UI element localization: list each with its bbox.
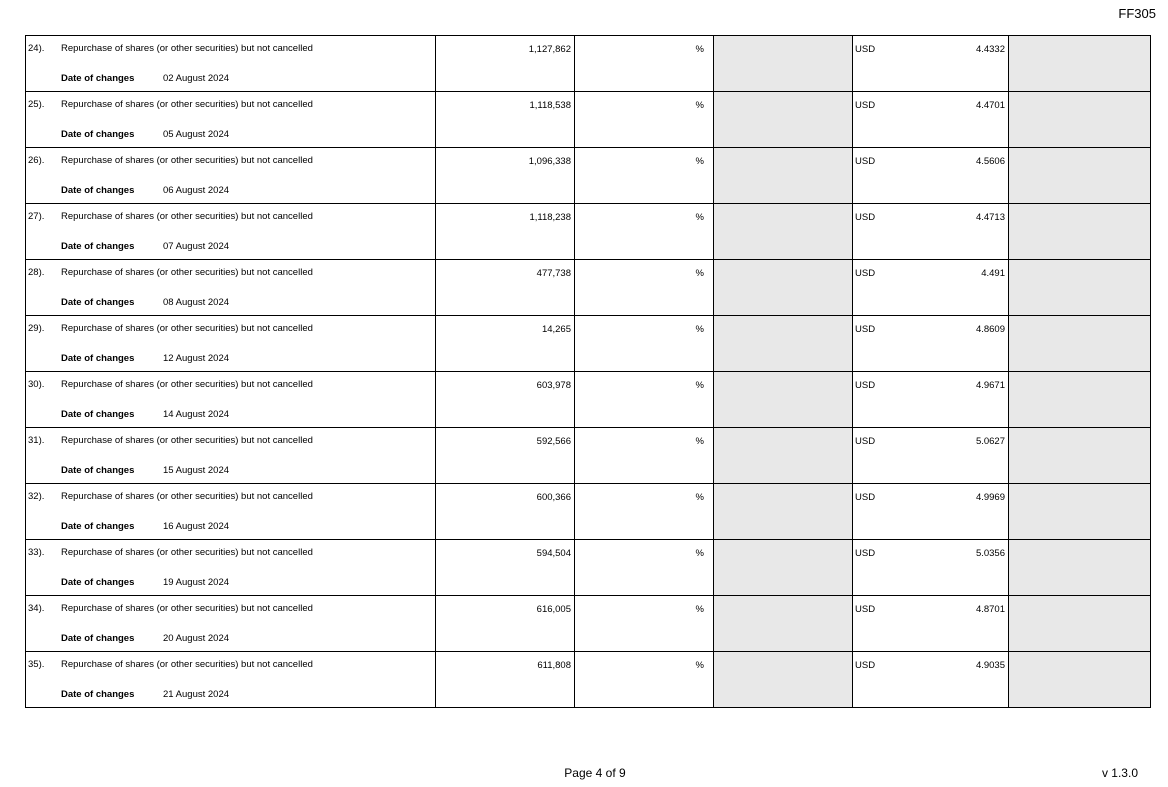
currency-code: USD xyxy=(855,604,876,615)
transaction-row xyxy=(26,484,1151,540)
description-cell xyxy=(26,652,436,708)
percent-cell: % xyxy=(575,92,714,148)
currency-code: USD xyxy=(855,548,876,559)
row-number: 31). xyxy=(28,435,45,446)
transaction-row xyxy=(26,540,1151,596)
shaded-blank-cell xyxy=(714,260,853,316)
transaction-row xyxy=(26,36,1151,92)
shaded-blank-cell-end xyxy=(1009,92,1151,148)
date-of-changes-value: 15 August 2024 xyxy=(163,465,230,476)
shaded-blank-cell-end xyxy=(1009,36,1151,92)
transaction-description: Repurchase of shares (or other securities) but not cancelled xyxy=(61,211,313,222)
price-value: 4.9671 xyxy=(975,380,1005,391)
shaded-blank-cell xyxy=(714,92,853,148)
row-number: 32). xyxy=(28,491,45,502)
price-cell xyxy=(853,484,1009,540)
transaction-description: Repurchase of shares (or other securities) but not cancelled xyxy=(61,267,313,278)
date-of-changes-label: Date of changes xyxy=(61,297,135,308)
shares-cell: 477,738 xyxy=(436,260,575,316)
price-cell xyxy=(853,92,1009,148)
date-of-changes-value: 20 August 2024 xyxy=(163,633,230,644)
price-cell xyxy=(853,540,1009,596)
currency-code: USD xyxy=(855,156,876,167)
price-cell xyxy=(853,204,1009,260)
transaction-row xyxy=(26,204,1151,260)
description-cell xyxy=(26,596,436,652)
shaded-blank-cell-end xyxy=(1009,540,1151,596)
transaction-description: Repurchase of shares (or other securities) but not cancelled xyxy=(61,99,313,110)
percent-cell: % xyxy=(575,36,714,92)
row-number: 29). xyxy=(28,323,45,334)
date-of-changes-label: Date of changes xyxy=(61,465,135,476)
date-of-changes-label: Date of changes xyxy=(61,689,135,700)
shares-cell: 1,127,862 xyxy=(436,36,575,92)
shaded-blank-cell xyxy=(714,36,853,92)
shares-cell: 611,808 xyxy=(436,652,575,708)
currency-code: USD xyxy=(855,380,876,391)
percent-cell: % xyxy=(575,540,714,596)
shares-cell: 600,366 xyxy=(436,484,575,540)
price-value: 4.491 xyxy=(981,268,1005,279)
transaction-description: Repurchase of shares (or other securities) but not cancelled xyxy=(61,603,313,614)
transaction-description: Repurchase of shares (or other securities) but not cancelled xyxy=(61,435,313,446)
price-value: 4.4701 xyxy=(975,100,1005,111)
price-value: 4.5606 xyxy=(975,156,1005,167)
shaded-blank-cell-end xyxy=(1009,204,1151,260)
price-cell xyxy=(853,260,1009,316)
percent-cell: % xyxy=(575,652,714,708)
date-of-changes-label: Date of changes xyxy=(61,353,135,364)
price-cell xyxy=(853,36,1009,92)
shaded-blank-cell-end xyxy=(1009,652,1151,708)
date-of-changes-label: Date of changes xyxy=(61,521,135,532)
transaction-description: Repurchase of shares (or other securities) but not cancelled xyxy=(61,43,313,54)
shaded-blank-cell xyxy=(714,540,853,596)
percent-cell: % xyxy=(575,260,714,316)
shaded-blank-cell xyxy=(714,596,853,652)
page-number: Page 4 of 9 xyxy=(564,766,626,780)
transaction-description: Repurchase of shares (or other securities) but not cancelled xyxy=(61,659,313,670)
currency-code: USD xyxy=(855,436,876,447)
percent-cell: % xyxy=(575,428,714,484)
transaction-description: Repurchase of shares (or other securities) but not cancelled xyxy=(61,155,313,166)
row-number: 25). xyxy=(28,99,45,110)
percent-cell: % xyxy=(575,316,714,372)
shaded-blank-cell-end xyxy=(1009,484,1151,540)
currency-code: USD xyxy=(855,660,876,671)
shaded-blank-cell-end xyxy=(1009,372,1151,428)
date-of-changes-label: Date of changes xyxy=(61,409,135,420)
price-cell xyxy=(853,596,1009,652)
description-cell xyxy=(26,36,436,92)
shaded-blank-cell xyxy=(714,484,853,540)
shaded-blank-cell xyxy=(714,148,853,204)
description-cell xyxy=(26,316,436,372)
percent-cell: % xyxy=(575,372,714,428)
price-value: 4.4332 xyxy=(975,44,1005,55)
transaction-row xyxy=(26,316,1151,372)
transactions-table-body xyxy=(26,36,1151,708)
percent-cell: % xyxy=(575,596,714,652)
description-cell xyxy=(26,540,436,596)
transaction-description: Repurchase of shares (or other securities) but not cancelled xyxy=(61,491,313,502)
shares-cell: 1,096,338 xyxy=(436,148,575,204)
shaded-blank-cell-end xyxy=(1009,428,1151,484)
date-of-changes-value: 02 August 2024 xyxy=(163,73,230,84)
version-label: v 1.3.0 xyxy=(1101,766,1138,780)
date-of-changes-value: 12 August 2024 xyxy=(163,353,230,364)
shaded-blank-cell-end xyxy=(1009,596,1151,652)
transaction-description: Repurchase of shares (or other securities) but not cancelled xyxy=(61,547,313,558)
price-cell xyxy=(853,428,1009,484)
shaded-blank-cell xyxy=(714,652,853,708)
date-of-changes-value: 14 August 2024 xyxy=(163,409,230,420)
date-of-changes-value: 05 August 2024 xyxy=(163,129,230,140)
date-of-changes-value: 06 August 2024 xyxy=(163,185,230,196)
row-number: 27). xyxy=(28,211,45,222)
row-number: 24). xyxy=(28,43,45,54)
description-cell xyxy=(26,372,436,428)
date-of-changes-label: Date of changes xyxy=(61,73,135,84)
date-of-changes-label: Date of changes xyxy=(61,577,135,588)
date-of-changes-value: 16 August 2024 xyxy=(163,521,230,532)
row-number: 26). xyxy=(28,155,45,166)
shares-cell: 594,504 xyxy=(436,540,575,596)
date-of-changes-label: Date of changes xyxy=(61,185,135,196)
shaded-blank-cell xyxy=(714,372,853,428)
shaded-blank-cell-end xyxy=(1009,148,1151,204)
transaction-row xyxy=(26,148,1151,204)
date-of-changes-label: Date of changes xyxy=(61,241,135,252)
shaded-blank-cell xyxy=(714,428,853,484)
currency-code: USD xyxy=(855,324,876,335)
transaction-row xyxy=(26,596,1151,652)
shaded-blank-cell xyxy=(714,316,853,372)
date-of-changes-value: 07 August 2024 xyxy=(163,241,230,252)
description-cell xyxy=(26,428,436,484)
row-number: 28). xyxy=(28,267,45,278)
transaction-row xyxy=(26,372,1151,428)
price-value: 4.9035 xyxy=(975,660,1005,671)
price-value: 4.8701 xyxy=(975,604,1005,615)
currency-code: USD xyxy=(855,212,876,223)
date-of-changes-value: 08 August 2024 xyxy=(163,297,230,308)
description-cell xyxy=(26,92,436,148)
currency-code: USD xyxy=(855,268,876,279)
date-of-changes-label: Date of changes xyxy=(61,633,135,644)
shares-cell: 1,118,538 xyxy=(436,92,575,148)
price-cell xyxy=(853,316,1009,372)
date-of-changes-value: 19 August 2024 xyxy=(163,577,230,588)
date-of-changes-value: 21 August 2024 xyxy=(163,689,230,700)
percent-cell: % xyxy=(575,204,714,260)
description-cell xyxy=(26,204,436,260)
row-number: 30). xyxy=(28,379,45,390)
shares-cell: 592,566 xyxy=(436,428,575,484)
date-of-changes-label: Date of changes xyxy=(61,129,135,140)
transaction-row xyxy=(26,652,1151,708)
form-code: FF305 xyxy=(1118,6,1156,21)
percent-cell: % xyxy=(575,148,714,204)
price-value: 4.9969 xyxy=(975,492,1005,503)
price-cell xyxy=(853,372,1009,428)
currency-code: USD xyxy=(855,44,876,55)
transaction-description: Repurchase of shares (or other securities) but not cancelled xyxy=(61,379,313,390)
description-cell xyxy=(26,148,436,204)
transactions-table xyxy=(25,35,1151,708)
price-value: 4.8609 xyxy=(975,324,1005,335)
description-cell xyxy=(26,484,436,540)
price-cell xyxy=(853,652,1009,708)
shaded-blank-cell-end xyxy=(1009,316,1151,372)
price-value: 5.0356 xyxy=(975,548,1005,559)
shaded-blank-cell-end xyxy=(1009,260,1151,316)
row-number: 33). xyxy=(28,547,45,558)
transaction-row xyxy=(26,428,1151,484)
transaction-row xyxy=(26,260,1151,316)
percent-cell: % xyxy=(575,484,714,540)
currency-code: USD xyxy=(855,492,876,503)
price-cell xyxy=(853,148,1009,204)
transaction-row xyxy=(26,92,1151,148)
description-cell xyxy=(26,260,436,316)
shaded-blank-cell xyxy=(714,204,853,260)
shares-cell: 616,005 xyxy=(436,596,575,652)
shares-cell: 603,978 xyxy=(436,372,575,428)
shares-cell: 1,118,238 xyxy=(436,204,575,260)
row-number: 34). xyxy=(28,603,45,614)
row-number: 35). xyxy=(28,659,45,670)
price-value: 4.4713 xyxy=(975,212,1005,223)
shares-cell: 14,265 xyxy=(436,316,575,372)
price-value: 5.0627 xyxy=(975,436,1005,447)
currency-code: USD xyxy=(855,100,876,111)
transaction-description: Repurchase of shares (or other securities) but not cancelled xyxy=(61,323,313,334)
